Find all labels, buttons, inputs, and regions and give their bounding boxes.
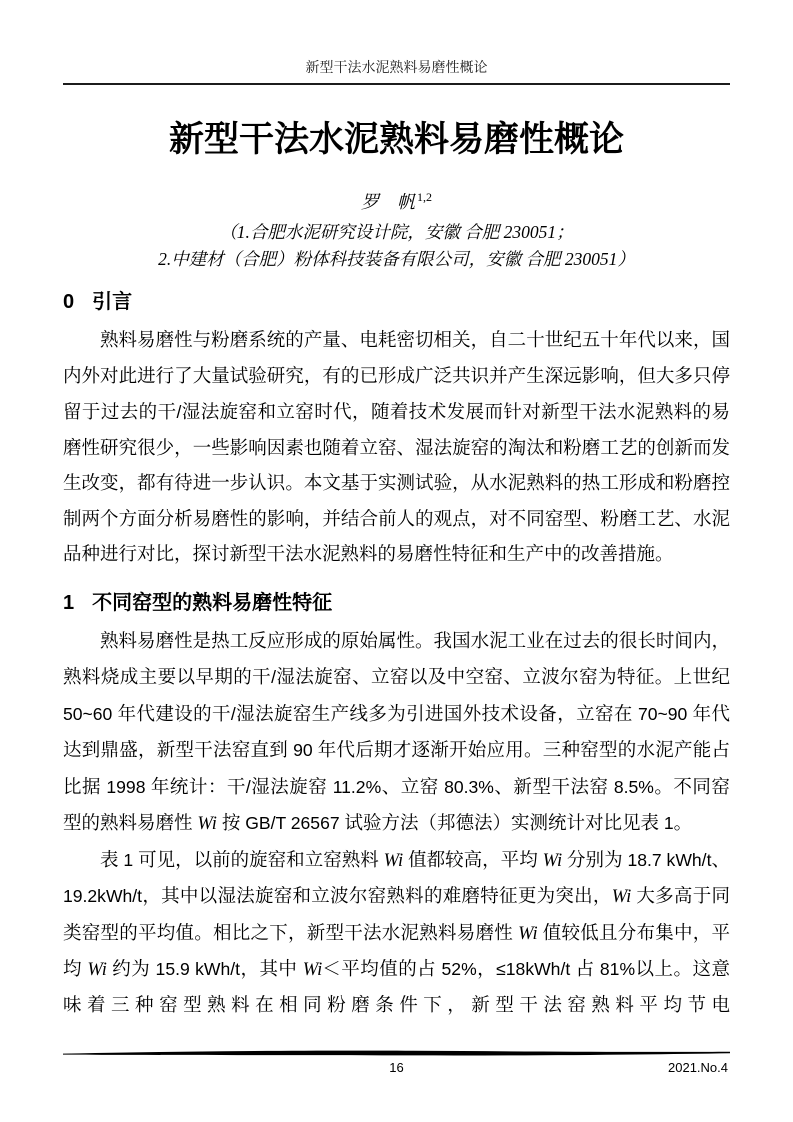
footer-rule — [63, 1049, 730, 1057]
header-rule — [63, 83, 730, 85]
author-name: 罗 帆 — [361, 192, 415, 212]
section-heading — [63, 289, 730, 315]
footer-row — [63, 1060, 730, 1076]
affiliation-line-2: 2.中建材（合肥）粉体科技装备有限公司，安徽 合肥 230051） — [158, 249, 635, 269]
section-title: 引言 — [92, 291, 133, 313]
byline — [63, 185, 730, 214]
page-number: 16 — [389, 1060, 404, 1075]
affiliations — [63, 219, 730, 273]
section-introduction — [63, 289, 730, 574]
issue-number: 2021.No.4 — [668, 1060, 728, 1075]
section-kiln-type-grindability — [63, 590, 730, 1025]
paragraph: 表 1 可见，以前的旋窑和立窑熟料 Wi 值都较高，平均 Wi 分别为 18.7 kWh/t、19.2kWh/t，其中以湿法旋窑和立波尔窑熟料的难磨特征更为突出，Wi 大多高于同类窑型的平均值。相比之下，新型干法水泥熟料易磨性 Wi 值较低且分布集中，平均 Wi 约为 15.9 kWh/t，其中 Wi＜平均值的占 52%，≤18kWh/t 占 81%以上。这意味着三种窑型熟料在相同粉磨条件下，新型干法窑熟料平均节电 — [63, 849, 730, 1016]
article-title: 新型干法水泥熟料易磨性概论 — [168, 120, 624, 159]
running-header: 新型干法水泥熟料易磨性概论 — [305, 61, 488, 76]
affiliation-line-1: （1.合肥水泥研究设计院，安徽 合肥 230051； — [219, 222, 574, 242]
paragraph: 熟料易磨性与粉磨系统的产量、电耗密切相关，自二十世纪五十年代以来，国内外对此进行了大量试验研究，有的已形成广泛共识并产生深远影响，但大多只停留于过去的干/湿法旋窑和立窑时代，随着技术发展而针对新型干法水泥熟料的易磨性研究很少，一些影响因素也随着立窑、湿法旋窑的淘汰和粉磨工艺的创新而发生改变，都有待进一步认识。本文基于实测试验，从水泥熟料的热工形成和粉磨控制两个方面分析易磨性的影响，并结合前人的观点，对不同窑型、粉磨工艺、水泥品种进行对比，探讨新型干法水泥熟料的易磨性特征和生产中的改善措施。 — [63, 331, 730, 565]
section-title: 不同窑型的熟料易磨性特征 — [92, 591, 333, 614]
section-number: 0 — [63, 291, 75, 313]
author-affiliation-refs: 1,2 — [417, 190, 432, 204]
page-footer — [63, 1049, 730, 1076]
section-number: 1 — [63, 591, 75, 614]
section-heading — [63, 590, 730, 616]
paragraph: 熟料易磨性是热工反应形成的原始属性。我国水泥工业在过去的很长时间内，熟料烧成主要以早期的干/湿法旋窑、立窑以及中空窑、立波尔窑为特征。上世纪 50~60 年代建设的干/湿法旋窑生产线多为引进国外技术设备，立窑在 70~90 年代达到鼎盛，新型干法窑直到 90 年代后期才逐渐开始应用。三种窑型的水泥产能占比据 1998 年统计：干/湿法旋窑 11.2%、立窑 80.3%、新型干法窑 8.5%。不同窑型的熟料易磨性 Wi 按 GB/T 26567 试验方法（邦德法）实测统计对比见表 1。 — [63, 631, 730, 834]
